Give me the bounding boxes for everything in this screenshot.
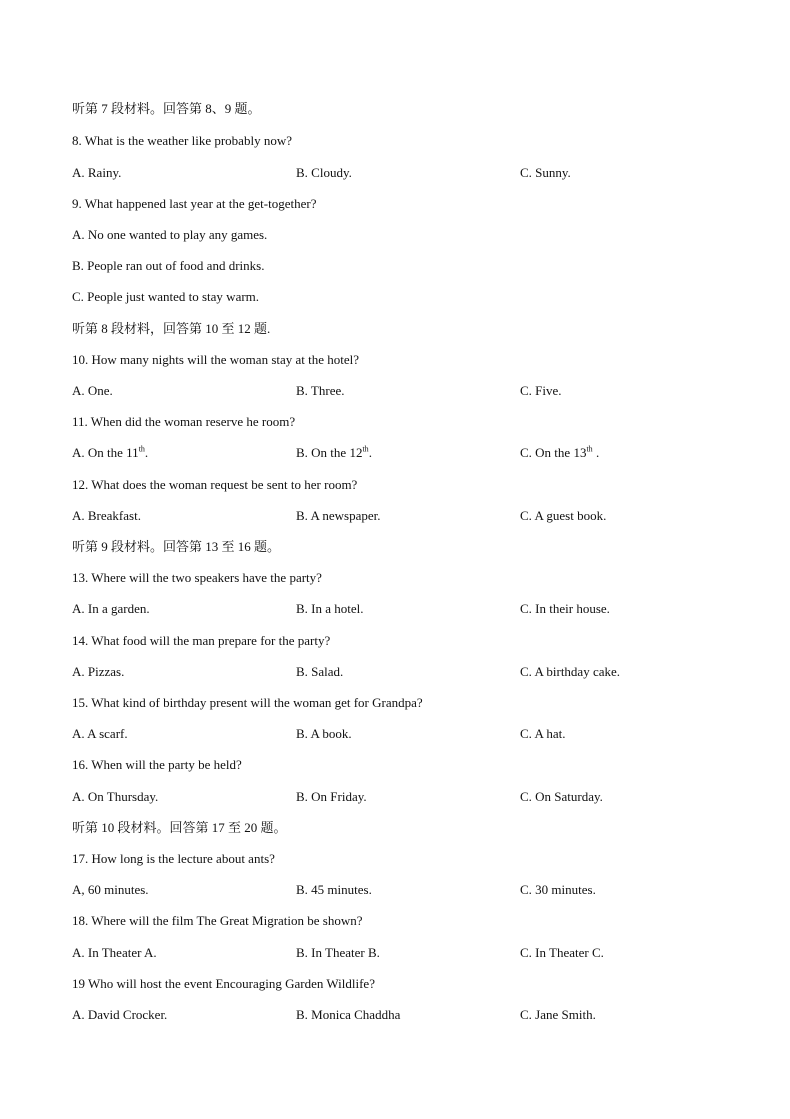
question-15: 15. What kind of birthday present will the woman get for Grandpa? <box>72 695 423 710</box>
option-18-a: A. In Theater A. <box>72 945 157 960</box>
option-14-a: A. Pizzas. <box>72 664 125 679</box>
option-10-a: A. One. <box>72 383 113 398</box>
option-17-a: A, 60 minutes. <box>72 882 149 897</box>
option-15-a: A. A scarf. <box>72 726 128 741</box>
question-16: 16. When will the party be held? <box>72 757 242 772</box>
question-8: 8. What is the weather like probably now? <box>72 133 292 148</box>
option-12-b: B. A newspaper. <box>296 508 381 523</box>
option-8-b: B. Cloudy. <box>296 165 352 180</box>
option-11-a-end: . <box>144 445 149 460</box>
option-15-b: B. A book. <box>296 726 352 741</box>
option-11-a-text: A. On the 11 <box>72 445 139 460</box>
option-11-c <box>520 445 599 461</box>
option-13-a: A. In a garden. <box>72 601 150 616</box>
option-17-c: C. 30 minutes. <box>520 882 596 897</box>
question-11: 11. When did the woman reserve he room? <box>72 414 296 429</box>
option-10-b: B. Three. <box>296 383 345 398</box>
option-16-a: A. On Thursday. <box>72 789 159 804</box>
option-16-c: C. On Saturday. <box>520 789 603 804</box>
option-11-c-text: C. On the 13 <box>520 445 587 460</box>
option-11-c-end: . <box>592 445 600 460</box>
option-11-b-text: B. On the 12 <box>296 445 363 460</box>
option-14-c: C. A birthday cake. <box>520 664 621 679</box>
question-9: 9. What happened last year at the get-together? <box>72 196 317 211</box>
option-17-b: B. 45 minutes. <box>296 882 372 897</box>
option-10-c: C. Five. <box>520 383 562 398</box>
question-19: 19 Who will host the event Encouraging Garden Wildlife? <box>72 976 375 991</box>
option-9-c: C. People just wanted to stay warm. <box>72 289 260 304</box>
section-heading-9: 听第 9 段材料。回答第 13 至 16 题。 <box>72 539 281 554</box>
option-11-b-end: . <box>368 445 372 460</box>
option-8-a: A. Rainy. <box>72 165 122 180</box>
option-11-b <box>296 445 372 461</box>
question-12: 12. What does the woman request be sent to her room? <box>72 477 358 492</box>
option-19-b: B. Monica Chaddha <box>296 1007 401 1022</box>
option-19-c: C. Jane Smith. <box>520 1007 596 1022</box>
option-15-c: C. A hat. <box>520 726 566 741</box>
option-16-b: B. On Friday. <box>296 789 367 804</box>
question-18: 18. Where will the film The Great Migration be shown? <box>72 913 363 928</box>
section-heading-7: 听第 7 段材料。回答第 8、9 题。 <box>72 101 261 116</box>
question-13: 13. Where will the two speakers have the party? <box>72 570 322 585</box>
option-18-b: B. In Theater B. <box>296 945 380 960</box>
option-11-a <box>72 445 148 461</box>
option-11-c-sup: th <box>586 444 593 454</box>
option-12-c: C. A guest book. <box>520 508 607 523</box>
section-heading-10: 听第 10 段材料。回答第 17 至 20 题。 <box>72 820 287 835</box>
option-18-c: C. In Theater C. <box>520 945 604 960</box>
option-12-a: A. Breakfast. <box>72 508 141 523</box>
option-14-b: B. Salad. <box>296 664 344 679</box>
question-10: 10. How many nights will the woman stay at the hotel? <box>72 352 360 367</box>
option-19-a: A. David Crocker. <box>72 1007 168 1022</box>
section-heading-8: 听第 8 段材料，回答第 10 至 12 题. <box>72 321 271 336</box>
option-11-b-sup: th <box>362 444 369 454</box>
option-8-c: C. Sunny. <box>520 165 571 180</box>
option-13-c: C. In their house. <box>520 601 610 616</box>
question-14: 14. What food will the man prepare for the party? <box>72 633 331 648</box>
question-17: 17. How long is the lecture about ants? <box>72 851 275 866</box>
option-13-b: B. In a hotel. <box>296 601 364 616</box>
option-9-b: B. People ran out of food and drinks. <box>72 258 265 273</box>
option-9-a: A. No one wanted to play any games. <box>72 227 268 242</box>
option-11-a-sup: th <box>138 444 145 454</box>
